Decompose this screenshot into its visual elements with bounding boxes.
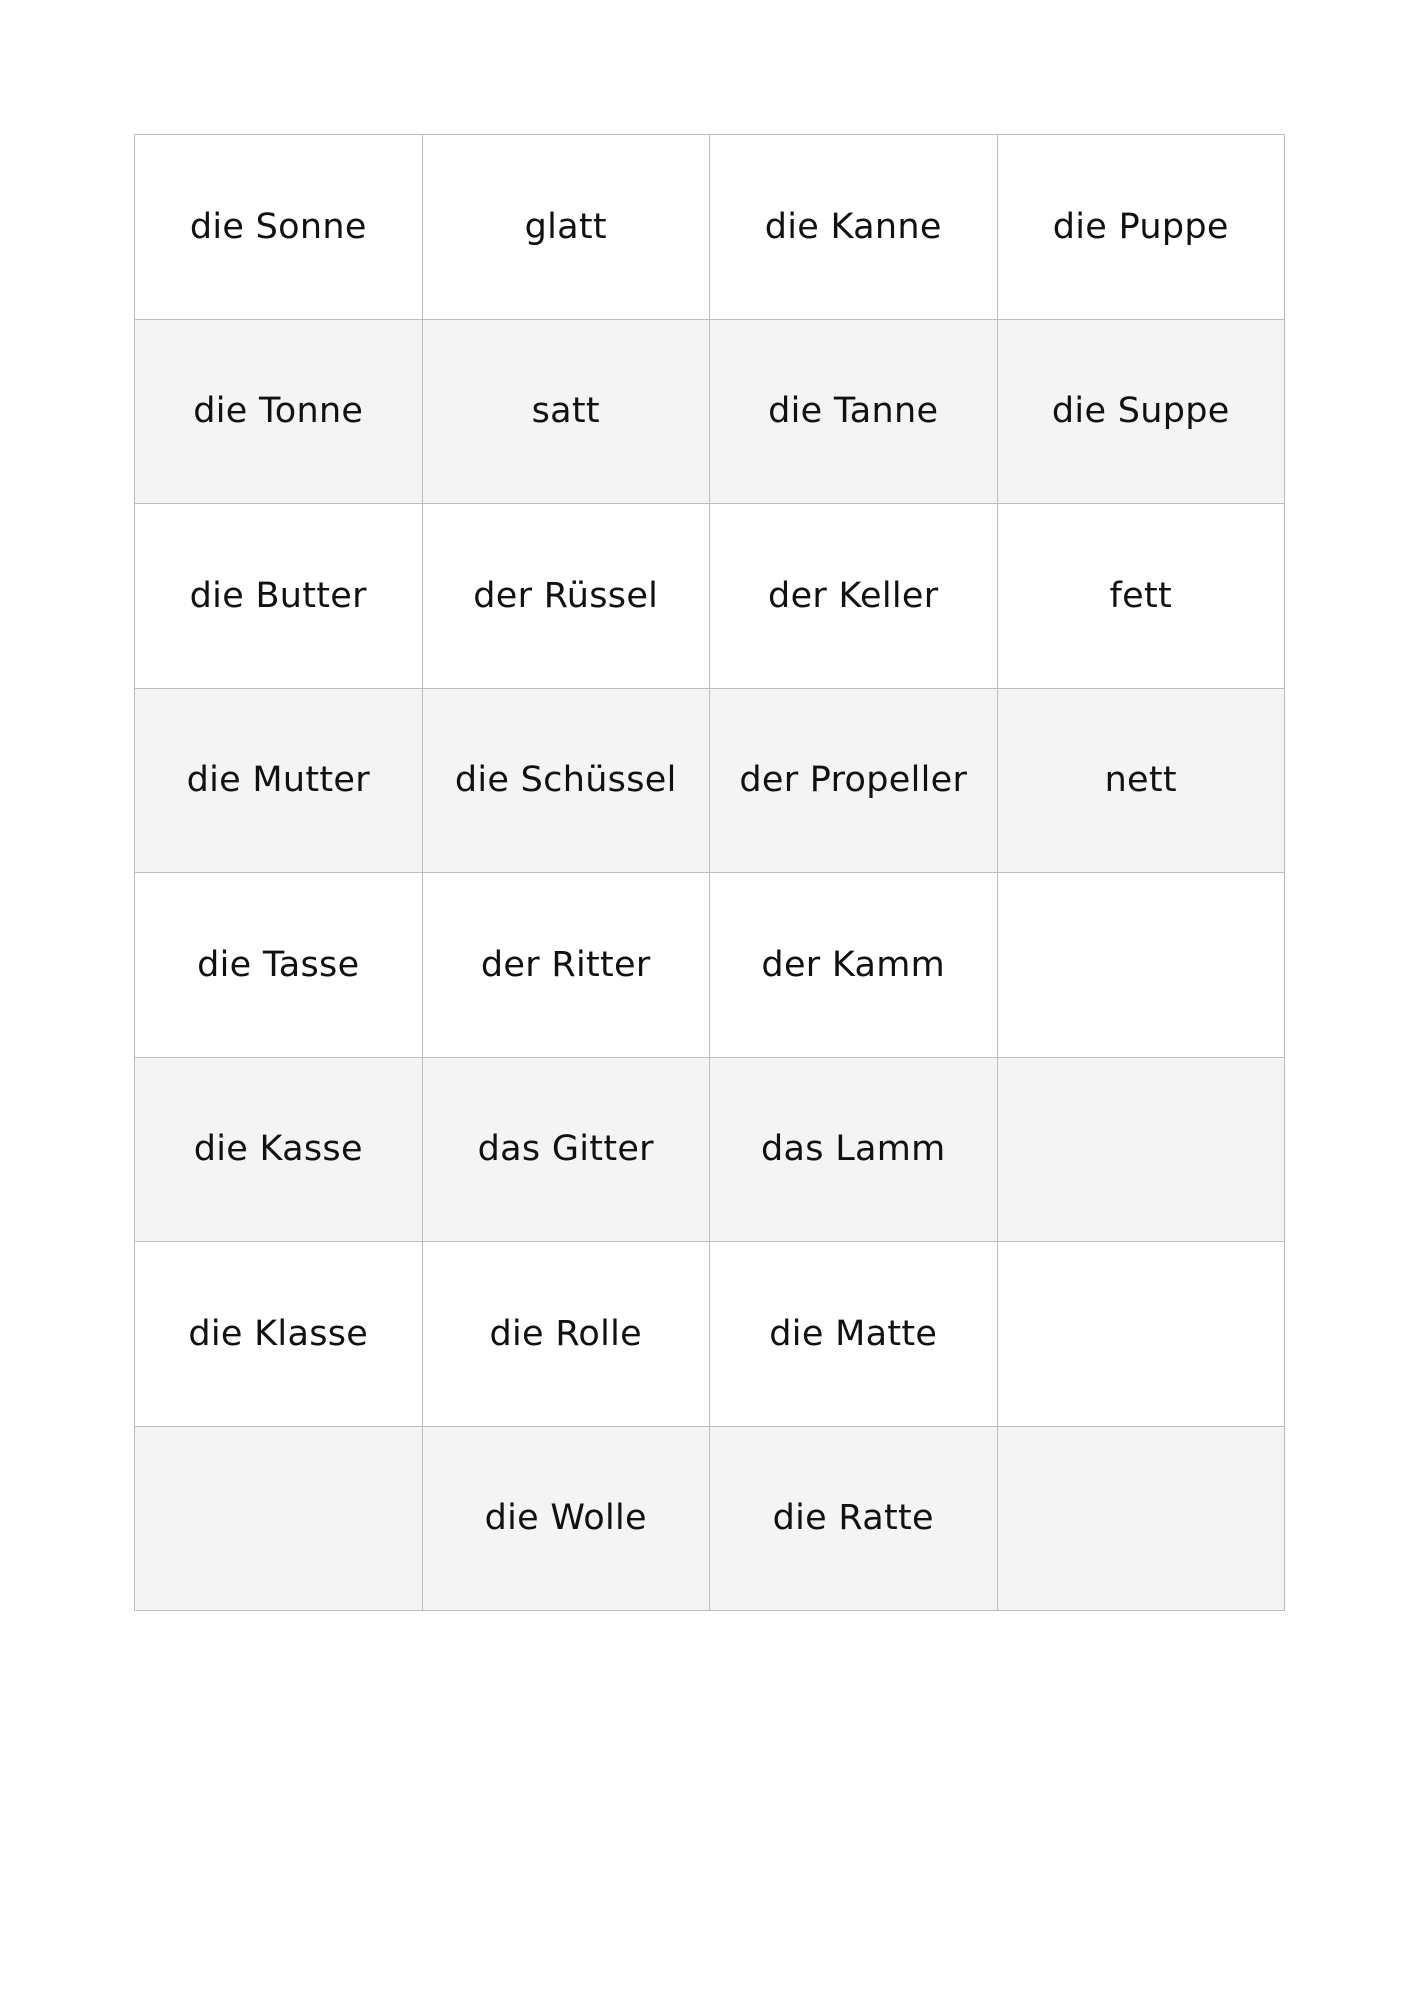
word-card: die Rolle — [422, 1242, 710, 1427]
table-row — [135, 1057, 1285, 1242]
word-card: glatt — [422, 135, 710, 320]
empty-card — [997, 1057, 1285, 1242]
word-card: die Puppe — [997, 135, 1285, 320]
word-card: der Rüssel — [422, 504, 710, 689]
word-card: die Ratte — [710, 1426, 998, 1611]
word-card: satt — [422, 319, 710, 504]
word-card: die Butter — [135, 504, 423, 689]
word-card: die Tanne — [710, 319, 998, 504]
table-row — [135, 135, 1285, 320]
empty-card — [997, 1426, 1285, 1611]
table-row — [135, 688, 1285, 873]
empty-card — [997, 1242, 1285, 1427]
word-card: die Schüssel — [422, 688, 710, 873]
table-row — [135, 873, 1285, 1058]
word-card-table — [134, 134, 1285, 1611]
table-row — [135, 319, 1285, 504]
table-row — [135, 504, 1285, 689]
word-card: die Tasse — [135, 873, 423, 1058]
empty-card — [997, 873, 1285, 1058]
word-card: die Suppe — [997, 319, 1285, 504]
word-card: das Gitter — [422, 1057, 710, 1242]
table-row — [135, 1426, 1285, 1611]
word-card: die Sonne — [135, 135, 423, 320]
word-card: die Kasse — [135, 1057, 423, 1242]
word-card: die Tonne — [135, 319, 423, 504]
word-card: die Mutter — [135, 688, 423, 873]
word-card: die Wolle — [422, 1426, 710, 1611]
empty-card — [135, 1426, 423, 1611]
word-card: das Lamm — [710, 1057, 998, 1242]
word-card: die Klasse — [135, 1242, 423, 1427]
word-card: fett — [997, 504, 1285, 689]
word-card: der Kamm — [710, 873, 998, 1058]
word-card: die Kanne — [710, 135, 998, 320]
word-card: nett — [997, 688, 1285, 873]
word-card: der Propeller — [710, 688, 998, 873]
word-card: der Ritter — [422, 873, 710, 1058]
word-card: die Matte — [710, 1242, 998, 1427]
word-card: der Keller — [710, 504, 998, 689]
table-row — [135, 1242, 1285, 1427]
